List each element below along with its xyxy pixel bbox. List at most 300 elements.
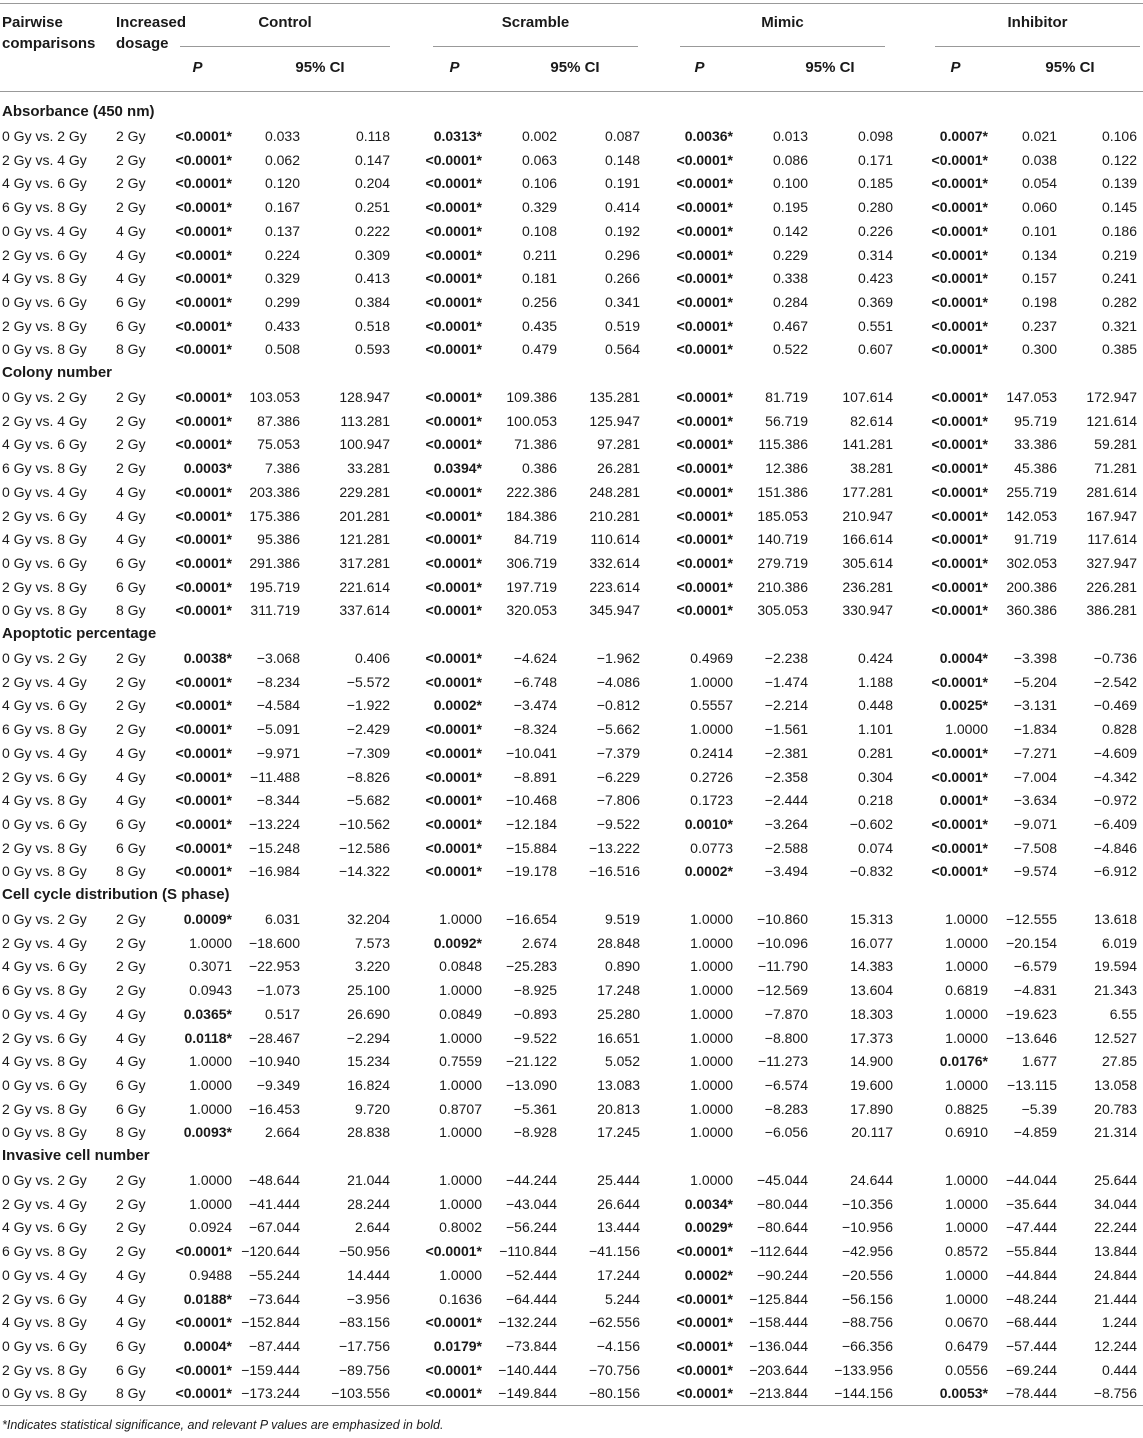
header-ci-mimic: 95% CI [805,59,855,76]
ci-value-cell: −6.579 [1013,958,1057,975]
dosage-cell: 2 Gy [116,934,146,951]
ci-value-cell: −2.542 [1093,673,1137,690]
p-value-cell: 1.0000 [439,1029,482,1046]
p-value-cell: 0.0179* [433,1337,482,1354]
ci-value-cell: 0.296 [604,246,640,263]
ci-value-cell: 117.614 [1087,531,1137,548]
ci-value-cell: 2.644 [354,1219,390,1236]
ci-value-cell: 0.139 [1101,175,1137,192]
ci-value-cell: −8.756 [1093,1385,1137,1402]
p-value-cell: <0.0001* [175,792,232,809]
ci-value-cell: 6.019 [1101,934,1137,951]
comparison-cell: 0 Gy vs. 8 Gy [2,1124,87,1141]
dosage-cell: 4 Gy [116,768,146,785]
header-ci-inhibitor: 95% CI [1045,59,1095,76]
dosage-cell: 2 Gy [116,673,146,690]
ci-value-cell: 0.021 [1021,128,1057,144]
ci-value-cell: 223.614 [589,578,640,595]
p-value-cell: <0.0001* [931,175,988,192]
ci-value-cell: 17.373 [850,1029,893,1046]
ci-value-cell: −8.826 [346,768,390,785]
ci-value-cell: 3.220 [354,958,390,975]
ci-value-cell: 24.844 [1094,1266,1137,1283]
ci-value-cell: 1.677 [1021,1053,1057,1070]
p-value-cell: 0.0365* [183,1005,232,1022]
ci-value-cell: −110.844 [499,1243,557,1260]
p-value-cell: <0.0001* [175,483,232,500]
ci-value-cell: 0.060 [1021,199,1057,216]
p-value-cell: 1.0000 [439,1195,482,1212]
p-value-cell: <0.0001* [175,839,232,856]
ci-value-cell: 0.167 [264,199,300,216]
p-value-cell: <0.0001* [425,389,482,405]
p-value-cell: 1.0000 [189,1172,232,1188]
ci-value-cell: 291.386 [249,554,300,571]
ci-value-cell: −4.342 [1093,768,1137,785]
ci-value-cell: 95.719 [1014,412,1057,429]
header-scramble: Scramble [501,14,570,31]
p-value-cell: <0.0001* [425,270,482,287]
ci-value-cell: −1.561 [764,721,808,738]
comparison-cell: 0 Gy vs. 4 Gy [2,744,87,761]
ci-value-cell: −25.283 [506,958,557,975]
ci-value-cell: 0.147 [354,151,390,168]
comparison-cell: 0 Gy vs. 2 Gy [2,1172,87,1188]
ci-value-cell: 21.343 [1094,982,1137,999]
ci-value-cell: −112.644 [750,1243,808,1260]
p-value-cell: 0.0188* [183,1290,232,1307]
comparison-cell: 0 Gy vs. 8 Gy [2,341,87,358]
p-value-cell: 1.0000 [439,911,482,927]
ci-value-cell: −64.444 [506,1290,557,1307]
ci-value-cell: 0.062 [264,151,300,168]
ci-value-cell: 140.719 [757,531,808,548]
ci-value-cell: 71.386 [514,436,557,453]
ci-value-cell: −10.041 [506,744,557,761]
comparison-cell: 0 Gy vs. 4 Gy [2,1266,87,1283]
comparison-cell: 2 Gy vs. 6 Gy [2,246,87,263]
p-value-cell: <0.0001* [175,222,232,239]
ci-value-cell: 0.204 [354,175,390,192]
ci-value-cell: 0.142 [772,222,808,239]
ci-value-cell: −8.344 [256,792,300,809]
ci-value-cell: 236.281 [842,578,893,595]
p-value-cell: <0.0001* [175,721,232,738]
p-value-cell: 1.0000 [439,1076,482,1093]
ci-value-cell: 1.188 [857,673,893,690]
ci-value-cell: −3.264 [764,815,808,832]
ci-value-cell: −1.474 [764,673,808,690]
ci-value-cell: 21.314 [1094,1124,1137,1141]
header-ci-scramble: 95% CI [550,59,600,76]
p-value-cell: 0.0009* [183,911,232,927]
ci-value-cell: 0.157 [1021,270,1057,287]
ci-value-cell: −4.859 [1013,1124,1057,1141]
p-value-cell: <0.0001* [931,839,988,856]
ci-value-cell: 16.077 [850,934,893,951]
ci-value-cell: 26.281 [597,460,640,477]
comparison-cell: 0 Gy vs. 2 Gy [2,128,87,144]
p-value-cell: <0.0001* [425,412,482,429]
p-value-cell: <0.0001* [425,650,482,666]
comparison-cell: 4 Gy vs. 8 Gy [2,792,87,809]
p-value-cell: 0.0001* [939,792,988,809]
ci-value-cell: 21.044 [347,1172,390,1188]
ci-value-cell: 0.100 [772,175,808,192]
dosage-cell: 2 Gy [116,721,146,738]
ci-value-cell: −47.444 [1006,1219,1057,1236]
ci-value-cell: −9.522 [513,1029,557,1046]
ci-value-cell: −56.244 [506,1219,557,1236]
ci-value-cell: −5.662 [596,721,640,738]
ci-value-cell: 0.479 [521,341,557,358]
p-value-cell: <0.0001* [931,507,988,524]
comparison-cell: 0 Gy vs. 2 Gy [2,911,87,927]
ci-value-cell: −15.248 [249,839,300,856]
ci-value-cell: 0.300 [1021,341,1057,358]
rule-inhibitor [935,46,1140,47]
p-value-cell: 0.0002* [433,697,482,714]
p-value-cell: 0.0092* [433,934,482,951]
ci-value-cell: 229.281 [339,483,390,500]
dosage-cell: 4 Gy [116,1314,146,1331]
ci-value-cell: −149.844 [498,1385,557,1402]
p-value-cell: <0.0001* [676,270,733,287]
ci-value-cell: −80.644 [757,1219,808,1236]
p-value-cell: <0.0001* [676,199,733,216]
p-value-cell: <0.0001* [676,531,733,548]
ci-value-cell: −10.562 [339,815,390,832]
header-control: Control [258,14,312,31]
ci-value-cell: 210.947 [842,507,893,524]
ci-value-cell: 200.386 [1006,578,1057,595]
dosage-cell: 6 Gy [116,1337,146,1354]
ci-value-cell: 210.281 [589,507,640,524]
p-value-cell: 1.0000 [945,1290,988,1307]
ci-value-cell: −73.644 [249,1290,300,1307]
p-value-cell: <0.0001* [425,1385,482,1402]
ci-value-cell: −5.682 [346,792,390,809]
comparison-cell: 6 Gy vs. 8 Gy [2,982,87,999]
dosage-cell: 2 Gy [116,436,146,453]
ci-value-cell: 0.444 [1101,1361,1137,1378]
p-value-cell: <0.0001* [676,483,733,500]
p-value-cell: <0.0001* [676,1290,733,1307]
ci-value-cell: −4.831 [1013,982,1057,999]
dosage-cell: 2 Gy [116,697,146,714]
dosage-cell: 2 Gy [116,911,146,927]
ci-value-cell: −10.356 [842,1195,893,1212]
p-value-cell: <0.0001* [425,744,482,761]
p-value-cell: 0.0053* [939,1385,988,1402]
p-value-cell: <0.0001* [425,673,482,690]
ci-value-cell: 0.448 [857,697,893,714]
comparison-cell: 4 Gy vs. 8 Gy [2,1053,87,1070]
p-value-cell: <0.0001* [175,246,232,263]
ci-value-cell: −4.156 [596,1337,640,1354]
p-value-cell: <0.0001* [676,578,733,595]
p-value-cell: <0.0001* [676,1361,733,1378]
ci-value-cell: −7.806 [596,792,640,809]
ci-value-cell: 18.303 [850,1005,893,1022]
dosage-cell: 6 Gy [116,1361,146,1378]
ci-value-cell: −10.940 [249,1053,300,1070]
p-value-cell: <0.0001* [931,531,988,548]
ci-value-cell: −0.972 [1093,792,1137,809]
ci-value-cell: −0.469 [1093,697,1137,714]
ci-value-cell: 0.222 [354,222,390,239]
comparison-cell: 2 Gy vs. 8 Gy [2,578,87,595]
ci-value-cell: 0.299 [264,293,300,310]
ci-value-cell: 12.244 [1094,1337,1137,1354]
ci-value-cell: 345.947 [589,602,640,619]
ci-value-cell: 2.664 [264,1124,300,1141]
ci-value-cell: 0.508 [264,341,300,358]
ci-value-cell: −132.244 [498,1314,557,1331]
p-value-cell: <0.0001* [425,863,482,880]
p-value-cell: 0.0848 [439,958,482,975]
ci-value-cell: −7.508 [1013,839,1057,856]
ci-value-cell: −15.884 [506,839,557,856]
ci-value-cell: −7.004 [1013,768,1057,785]
ci-value-cell: 59.281 [1094,436,1137,453]
dosage-cell: 2 Gy [116,199,146,216]
p-value-cell: 1.0000 [439,1124,482,1141]
p-value-cell: 0.0004* [939,650,988,666]
p-value-cell: 0.0176* [939,1053,988,1070]
p-value-cell: <0.0001* [425,815,482,832]
ci-value-cell: −6.748 [513,673,557,690]
ci-value-cell: 0.226 [857,222,893,239]
p-value-cell: <0.0001* [676,412,733,429]
p-value-cell: 0.0118* [184,1029,232,1046]
p-value-cell: 1.0000 [945,1219,988,1236]
ci-value-cell: −80.156 [589,1385,640,1402]
p-value-cell: 1.0000 [945,934,988,951]
p-value-cell: <0.0001* [425,554,482,571]
p-value-cell: 1.0000 [690,982,733,999]
ci-value-cell: 17.245 [597,1124,640,1141]
p-value-cell: 0.0943 [189,982,232,999]
ci-value-cell: 0.423 [857,270,893,287]
comparison-cell: 0 Gy vs. 8 Gy [2,602,87,619]
ci-value-cell: −1.962 [596,650,640,666]
dosage-cell: 6 Gy [116,554,146,571]
ci-value-cell: −8.283 [764,1100,808,1117]
p-value-cell: 0.0093* [183,1124,232,1141]
ci-value-cell: −10.860 [757,911,808,927]
ci-value-cell: 100.053 [506,412,557,429]
ci-value-cell: −78.444 [1006,1385,1057,1402]
ci-value-cell: −22.953 [249,958,300,975]
p-value-cell: <0.0001* [425,317,482,334]
ci-value-cell: 0.607 [857,341,893,358]
p-value-cell: 1.0000 [690,1076,733,1093]
p-value-cell: <0.0001* [931,222,988,239]
ci-value-cell: 0.522 [772,341,808,358]
p-value-cell: <0.0001* [676,246,733,263]
p-value-cell: <0.0001* [676,317,733,334]
ci-value-cell: 0.191 [604,175,640,192]
ci-value-cell: 28.848 [597,934,640,951]
p-value-cell: 0.0002* [684,1266,733,1283]
header-inhibitor: Inhibitor [1007,14,1068,31]
dosage-cell: 2 Gy [116,1219,146,1236]
ci-value-cell: 26.690 [347,1005,390,1022]
comparison-cell: 2 Gy vs. 6 Gy [2,1029,87,1046]
header-bottom-rule [0,91,1143,92]
p-value-cell: <0.0001* [931,341,988,358]
p-value-cell: <0.0001* [676,1385,733,1402]
ci-value-cell: 0.518 [354,317,390,334]
ci-value-cell: −17.756 [339,1337,390,1354]
ci-value-cell: −13.646 [1006,1029,1057,1046]
ci-value-cell: −10.468 [506,792,557,809]
p-value-cell: 1.0000 [439,1266,482,1283]
dosage-cell: 6 Gy [116,317,146,334]
ci-value-cell: 12.386 [765,460,808,477]
ci-value-cell: 1.101 [857,721,893,738]
comparison-cell: 0 Gy vs. 2 Gy [2,650,87,666]
ci-value-cell: 203.386 [249,483,300,500]
dosage-cell: 4 Gy [116,1029,146,1046]
ci-value-cell: −8.324 [513,721,557,738]
p-value-cell: <0.0001* [425,839,482,856]
ci-value-cell: 25.100 [347,982,390,999]
ci-value-cell: 0.134 [1021,246,1057,263]
p-value-cell: 0.0924 [189,1219,232,1236]
p-value-cell: 0.0670 [945,1314,988,1331]
ci-value-cell: 6.55 [1109,1005,1137,1022]
p-value-cell: 0.9488 [189,1266,232,1283]
ci-value-cell: −14.322 [339,863,390,880]
p-value-cell: <0.0001* [175,412,232,429]
ci-value-cell: −48.644 [249,1172,300,1188]
ci-value-cell: −13.224 [249,815,300,832]
p-value-cell: <0.0001* [175,1385,232,1402]
ci-value-cell: −8.928 [513,1124,557,1141]
ci-value-cell: 0.106 [521,175,557,192]
ci-value-cell: −5.091 [256,721,300,738]
section-title: Cell cycle distribution (S phase) [2,886,230,903]
comparison-cell: 0 Gy vs. 4 Gy [2,222,87,239]
ci-value-cell: 81.719 [765,389,808,405]
p-value-cell: 0.1723 [690,792,733,809]
ci-value-cell: −3.474 [513,697,557,714]
p-value-cell: <0.0001* [931,199,988,216]
ci-value-cell: 100.947 [339,436,390,453]
ci-value-cell: −13.222 [589,839,640,856]
ci-value-cell: −52.444 [506,1266,557,1283]
ci-value-cell: 0.241 [1101,270,1137,287]
ci-value-cell: −19.623 [1006,1005,1057,1022]
comparison-cell: 2 Gy vs. 6 Gy [2,768,87,785]
ci-value-cell: −80.044 [757,1195,808,1212]
dosage-cell: 4 Gy [116,1005,146,1022]
p-value-cell: 1.0000 [690,934,733,951]
p-value-cell: 1.0000 [945,1172,988,1188]
ci-value-cell: 177.281 [842,483,893,500]
ci-value-cell: 320.053 [506,602,557,619]
ci-value-cell: 0.148 [604,151,640,168]
p-value-cell: <0.0001* [425,246,482,263]
ci-value-cell: 13.444 [597,1219,640,1236]
p-value-cell: 0.0036* [684,128,733,144]
p-value-cell: 0.2414 [690,744,733,761]
rule-scramble [433,46,638,47]
dosage-cell: 4 Gy [116,222,146,239]
ci-value-cell: −20.154 [1006,934,1057,951]
ci-value-cell: 0.517 [264,1005,300,1022]
comparison-cell: 0 Gy vs. 2 Gy [2,389,87,405]
ci-value-cell: 0.229 [772,246,808,263]
ci-value-cell: 386.281 [1086,602,1137,619]
ci-value-cell: −136.044 [749,1337,808,1354]
p-value-cell: <0.0001* [175,602,232,619]
comparison-cell: 2 Gy vs. 6 Gy [2,1290,87,1307]
ci-value-cell: −7.309 [346,744,390,761]
ci-value-cell: −16.654 [506,911,557,927]
ci-value-cell: 0.329 [521,199,557,216]
ci-value-cell: 0.145 [1101,199,1137,216]
p-value-cell: <0.0001* [425,199,482,216]
ci-value-cell: 28.244 [347,1195,390,1212]
ci-value-cell: 317.281 [339,554,390,571]
p-value-cell: <0.0001* [175,554,232,571]
ci-value-cell: 327.947 [1086,554,1137,571]
ci-value-cell: −140.444 [498,1361,557,1378]
p-value-cell: 0.6479 [945,1337,988,1354]
ci-value-cell: −9.522 [596,815,640,832]
ci-value-cell: 125.947 [589,412,640,429]
ci-value-cell: 5.052 [604,1053,640,1070]
p-value-cell: <0.0001* [931,578,988,595]
ci-value-cell: −1.834 [1013,721,1057,738]
ci-value-cell: 141.281 [842,436,893,453]
p-value-cell: <0.0001* [676,341,733,358]
section-title: Invasive cell number [2,1147,150,1164]
ci-value-cell: −8.234 [256,673,300,690]
ci-value-cell: 221.614 [339,578,390,595]
p-value-cell: <0.0001* [425,175,482,192]
ci-value-cell: −4.584 [256,697,300,714]
ci-value-cell: 0.385 [1101,341,1137,358]
ci-value-cell: 248.281 [589,483,640,500]
comparison-cell: 6 Gy vs. 8 Gy [2,1243,87,1260]
ci-value-cell: 281.614 [1086,483,1137,500]
ci-value-cell: 13.058 [1094,1076,1137,1093]
p-value-cell: <0.0001* [175,341,232,358]
comparison-cell: 4 Gy vs. 6 Gy [2,697,87,714]
p-value-cell: <0.0001* [425,222,482,239]
ci-value-cell: 71.281 [1094,460,1137,477]
ci-value-cell: 45.386 [1014,460,1057,477]
ci-value-cell: 2.674 [521,934,557,951]
ci-value-cell: 0.406 [354,650,390,666]
ci-value-cell: 337.614 [339,602,390,619]
p-value-cell: <0.0001* [175,863,232,880]
ci-value-cell: −7.379 [596,744,640,761]
p-value-cell: <0.0001* [676,151,733,168]
p-value-cell: <0.0001* [931,744,988,761]
ci-value-cell: 107.614 [842,389,893,405]
ci-value-cell: 330.947 [842,602,893,619]
ci-value-cell: 14.444 [347,1266,390,1283]
dosage-cell: 2 Gy [116,1195,146,1212]
p-value-cell: 0.0010* [684,815,733,832]
ci-value-cell: −12.586 [339,839,390,856]
ci-value-cell: 226.281 [1086,578,1137,595]
